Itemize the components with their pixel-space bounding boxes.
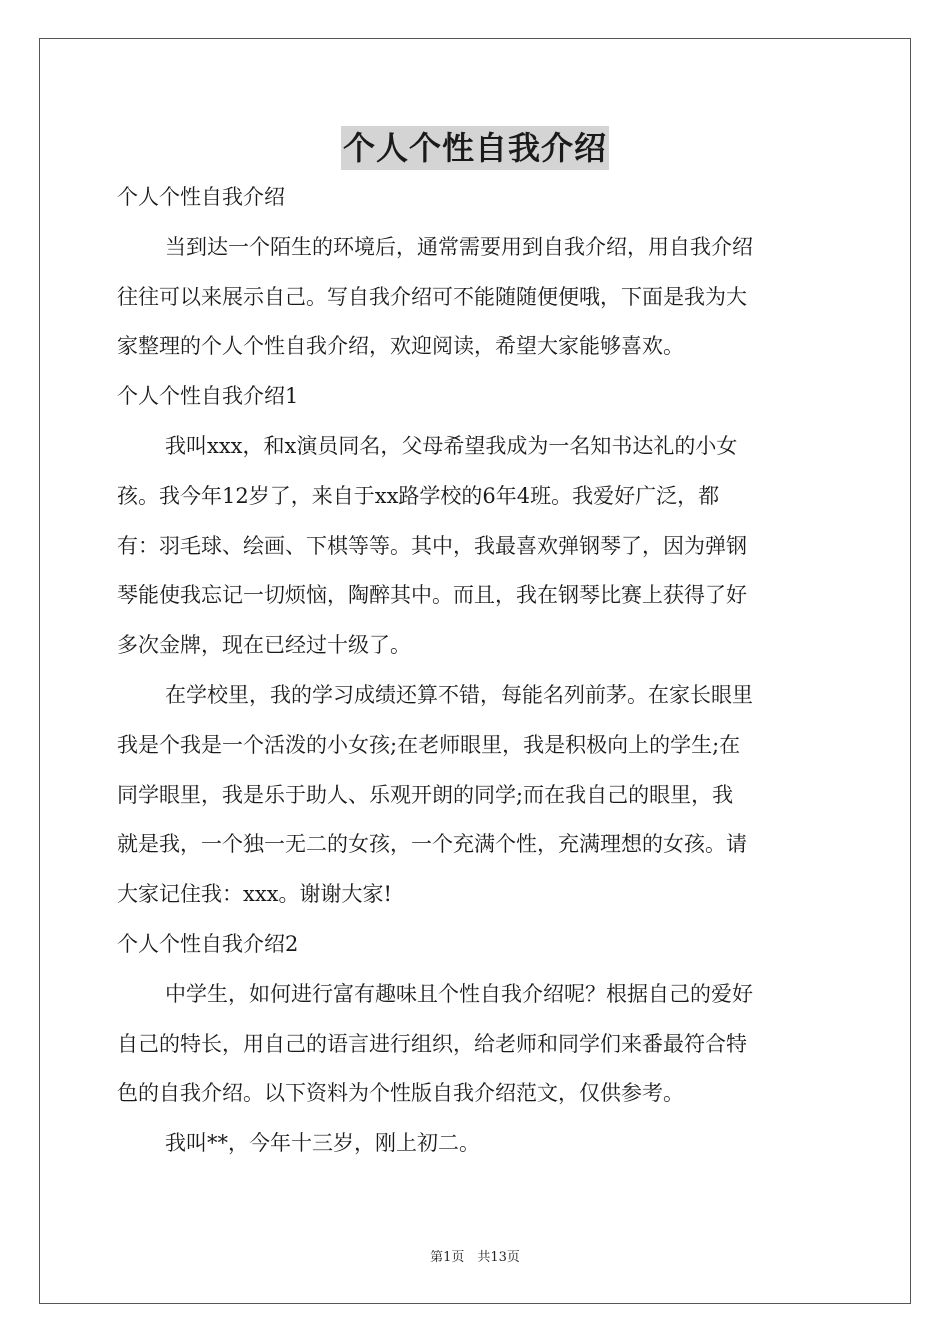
paragraph-line: 家整理的个人个性自我介绍，欢迎阅读，希望大家能够喜欢。: [117, 334, 684, 359]
intro-paragraph: [117, 223, 837, 372]
paragraph-line: 就是我，一个独一无二的女孩，一个充满个性，充满理想的女孩。请: [117, 832, 747, 857]
paragraph-line: 同学眼里，我是乐于助人、乐观开朗的同学;而在我自己的眼里，我: [117, 782, 734, 807]
document-title: 个人个性自我介绍: [341, 126, 609, 170]
document-body: [117, 173, 837, 1169]
section2-paragraph-2: [117, 1119, 837, 1169]
paragraph-line: 大家记住我：xxx。谢谢大家!: [117, 882, 392, 907]
paragraph-line: 在学校里，我的学习成绩还算不错，每能名列前茅。在家长眼里: [165, 682, 753, 707]
paragraph-line: 我叫xxx，和x演员同名，父母希望我成为一名知书达礼的小女: [165, 433, 738, 458]
paragraph-line: 孩。我今年12岁了，来自于xx路学校的6年4班。我爱好广泛，都: [117, 483, 720, 508]
paragraph-line: 多次金牌，现在已经过十级了。: [117, 633, 411, 658]
title-container: [0, 126, 950, 170]
subtitle: 个人个性自我介绍: [117, 185, 285, 209]
paragraph-line: 我叫**，今年十三岁，刚上初二。: [165, 1131, 480, 1156]
page-footer: 第1页 共13页: [430, 1250, 520, 1265]
paragraph-line: 中学生，如何进行富有趣味且个性自我介绍呢？根据自己的爱好: [165, 981, 753, 1006]
paragraph-line: 当到达一个陌生的环境后，通常需要用到自我介绍，用自我介绍: [165, 234, 753, 259]
paragraph-line: 往往可以来展示自己。写自我介绍可不能随随便便哦，下面是我为大: [117, 284, 747, 309]
paragraph-line: 自己的特长，用自己的语言进行组织，给老师和同学们来番最符合特: [117, 1031, 747, 1056]
paragraph-line: 琴能使我忘记一切烦恼，陶醉其中。而且，我在钢琴比赛上获得了好: [117, 583, 747, 608]
paragraph-line: 色的自我介绍。以下资料为个性版自我介绍范文，仅供参考。: [117, 1081, 684, 1106]
paragraph-line: 我是个我是一个活泼的小女孩;在老师眼里，我是积极向上的学生;在: [117, 732, 741, 757]
paragraph-line: 有：羽毛球、绘画、下棋等等。其中，我最喜欢弹钢琴了，因为弹钢: [117, 533, 747, 558]
section-heading-1: 个人个性自我介绍1: [117, 384, 299, 409]
section-heading-2: 个人个性自我介绍2: [117, 931, 299, 956]
section1-paragraph-1: [117, 422, 837, 671]
section2-paragraph-1: [117, 970, 837, 1119]
section1-paragraph-2: [117, 671, 837, 920]
